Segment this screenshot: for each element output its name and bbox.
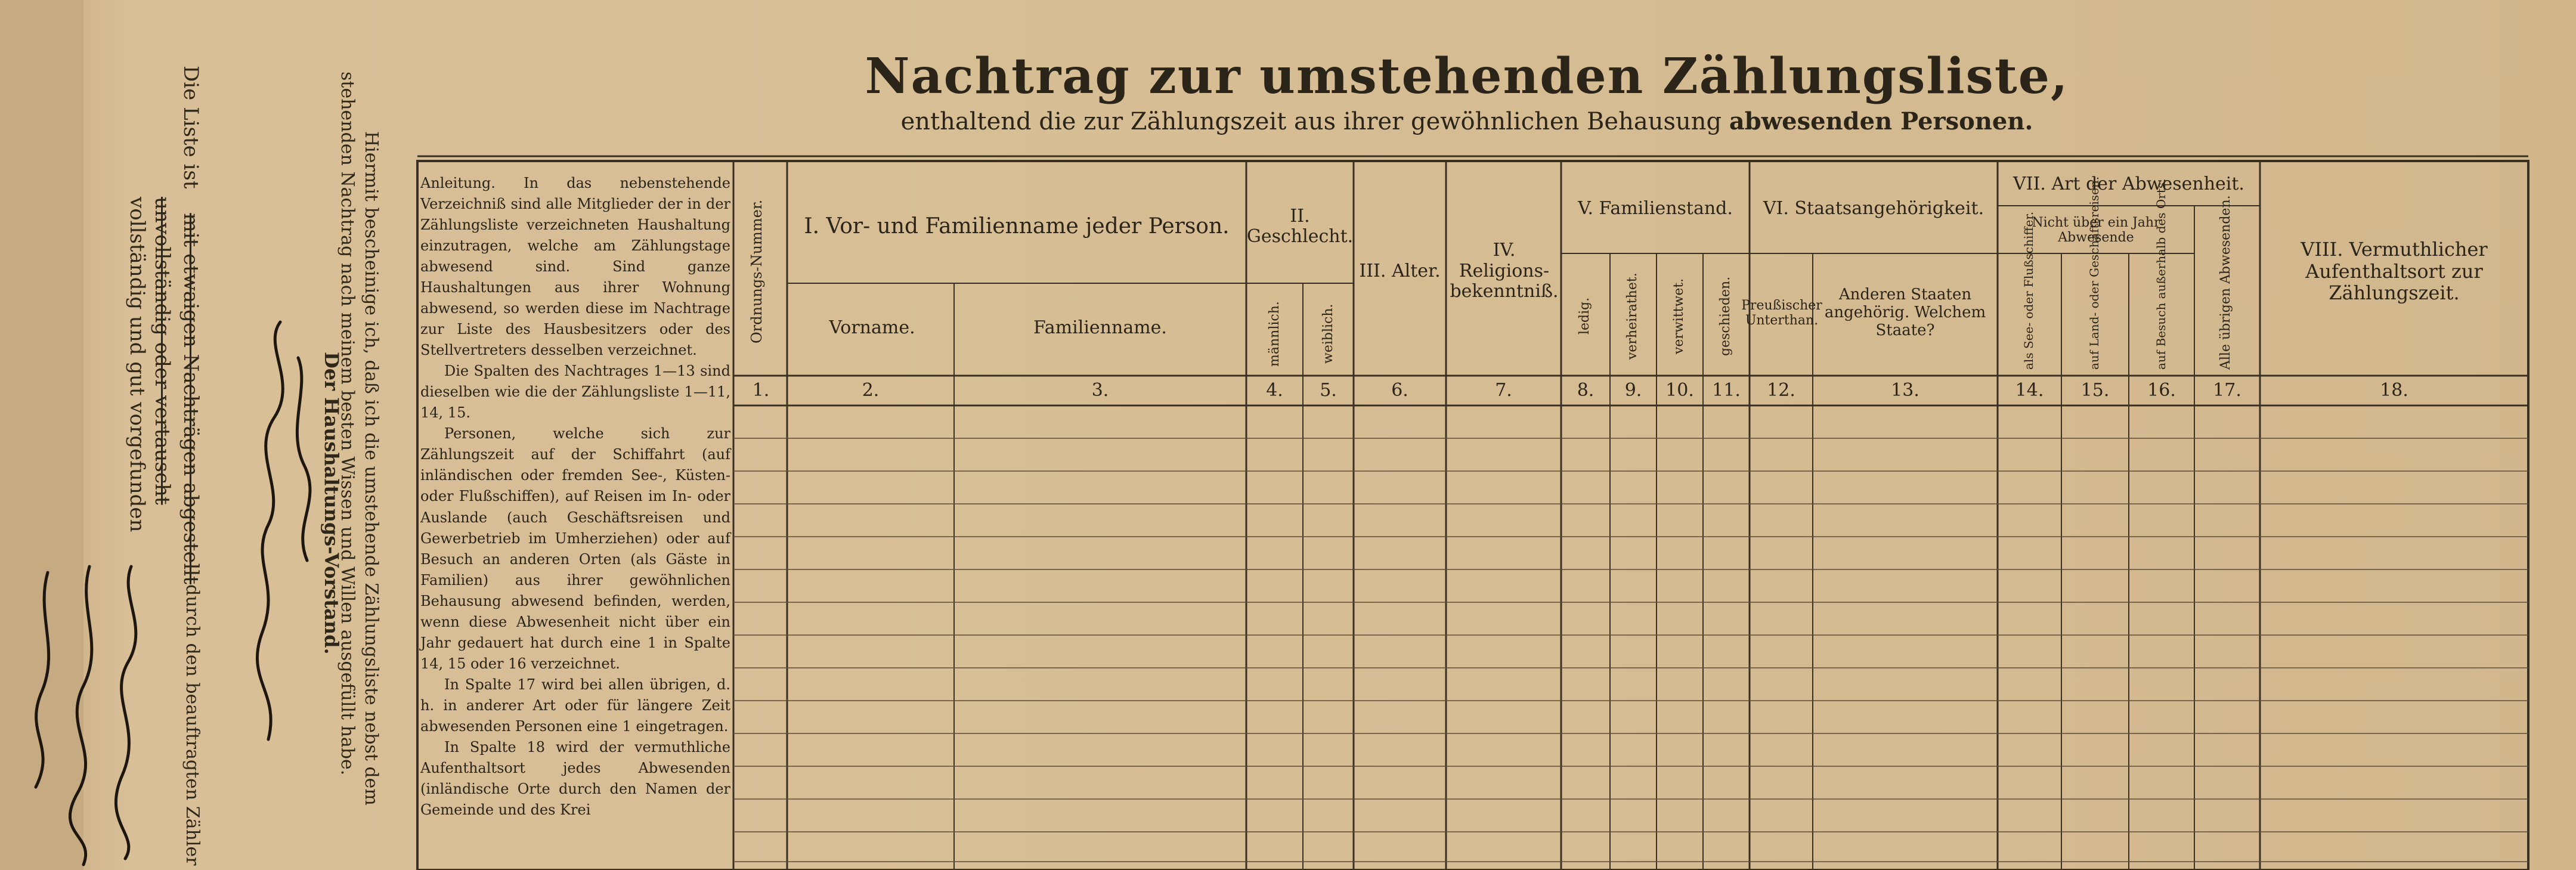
header-land-reisen: auf Land- oder Geschäftsreisen. [2087, 176, 2101, 370]
instruction-para-4: In Spalte 17 wird bei allen übrigen, d. h. in anderer Art oder für längere Zeit abwesenden Personen eine 1 eingetragen. [420, 676, 730, 735]
colnum-2: 2. [862, 380, 880, 401]
header-nicht-ueber-jahr: Nicht über ein Jahr Abwesende [2032, 215, 2160, 245]
instruction-para-2: Die Spalten des Nachtrages 1—13 sind dieselben wie die der Zählungsliste 1—11, 14, 15. [420, 363, 730, 422]
margin-certify-text-2: stehenden Nachtrag nach meinem besten Wissen und Willen ausgefüllt habe. [337, 72, 358, 776]
header-preussisch: Preußischer Unterthan. [1741, 298, 1822, 328]
colnum-11: 11. [1712, 380, 1741, 401]
signature-stroke-5 [36, 572, 49, 787]
header-geschlecht: II. Geschlecht. [1246, 205, 1354, 247]
header-verwittwet: verwittwet. [1671, 278, 1686, 354]
colnum-12: 12. [1767, 380, 1795, 401]
margin-head-label: Der Haushaltungs-Vorstand. [320, 352, 343, 655]
instruction-para-3: Personen, welche sich zur Zählungszeit auf der Schiffahrt (auf inländischen oder fremden See-, Küsten- oder Flußschiffen), auf Reisen im In- oder Auslande (auch Geschäftsreisen und Gewerbetrieb im Umherziehen) oder auf Besuch an anderen Orten (als Gäste in Familien) aus ihrer gewöhnlichen Behausung abwesend befinden, werden, wenn diese Abwesenheit nicht über ein Jahr gedauert hat durch eine 1 in Spalte 14, 15 oder 16 verzeichnet. [420, 425, 730, 672]
header-alter: III. Alter. [1359, 260, 1441, 281]
header-maennlich: männlich. [1267, 301, 1282, 367]
signature-stroke-3 [116, 566, 135, 859]
header-geschieden: geschieden. [1718, 276, 1733, 356]
instructions-block [420, 173, 730, 821]
colnum-16: 16. [2147, 380, 2176, 401]
header-verheirathet: verheirathet. [1625, 273, 1640, 360]
colnum-6: 6. [1391, 380, 1408, 401]
header-andere-staaten: Anderen Staaten angehörig. Welchem Staate? [1824, 286, 1986, 339]
colnum-7: 7. [1495, 380, 1512, 401]
header-religion: IV. Religions-bekenntniß. [1450, 240, 1559, 302]
signature-stroke-1 [257, 322, 283, 739]
colnum-1: 1. [752, 380, 770, 401]
header-ordnungs-nummer: Ordnungs-Nummer. [748, 199, 765, 343]
colnum-3: 3. [1091, 380, 1109, 401]
colnum-17: 17. [2213, 380, 2241, 401]
header-familienstand: V. Familienstand. [1578, 197, 1733, 219]
header-abwesenheit: VII. Art der Abwesenheit. [2013, 173, 2244, 194]
colnum-4: 4. [1266, 380, 1283, 401]
colnum-15: 15. [2080, 380, 2110, 401]
margin-struck-b: unvollständig oder vertauscht [150, 197, 174, 505]
subtitle-text: enthaltend die zur Zählungszeit aus ihrer gewöhnlichen Behausung [900, 108, 1722, 135]
subtitle-emphasis: abwesenden Personen. [1729, 107, 2033, 135]
margin-counter-text: durch den beauftragten Zähler [182, 584, 203, 866]
colnum-14: 14. [2015, 380, 2044, 401]
header-vorname: Vorname. [829, 317, 915, 338]
signature-stroke-4 [70, 566, 91, 865]
colnum-9: 9. [1624, 380, 1642, 401]
header-see-fluss: als See- oder Flußschiffer. [2021, 211, 2036, 370]
colnum-13: 13. [1891, 380, 1919, 401]
colnum-10: 10. [1665, 380, 1694, 401]
form-title: Nachtrag zur umstehenden Zählungsliste, [865, 48, 2069, 105]
header-staatsangehoerigkeit: VI. Staatsangehörigkeit. [1763, 197, 1984, 219]
instruction-para-5: In Spalte 18 wird der vermuthliche Aufenthaltsort jedes Abwesenden (inländische Orte durch den Namen der Gemeinde und des Krei [420, 738, 730, 818]
colnum-18: 18. [2380, 380, 2408, 401]
form-header [417, 48, 2516, 135]
margin-list-label: Die Liste ist [179, 66, 203, 189]
instruction-para-1: Anleitung. In das nebenstehende Verzeichniß sind alle Mitglieder der in der Zählungsliste verzeichneten Haushaltung einzutragen, welche am Zählungstage abwesend sind. Sind ganze Haushaltungen aus ihrer Wohnung abwesend, so werden diese im Nachtrage zur Liste des Hausbesitzers oder des Stellvertreters desselben verzeichnet. [420, 175, 730, 359]
margin-certify-text-1: Hiermit bescheinige ich, daß ich die umstehende Zählungsliste nebst dem [361, 131, 382, 806]
margin-complete-text: vollständig und gut vorgefunden [125, 197, 149, 532]
header-alle-uebrigen: Alle übrigen Abwesenden. [2218, 195, 2233, 370]
signature-stroke-2 [297, 358, 310, 561]
header-familienname: Familienname. [1033, 317, 1167, 338]
form-subtitle [417, 107, 2516, 135]
header-ledig: ledig. [1577, 297, 1592, 335]
margin-struck-a: mit etwaigen Nachträgen abgestellt [179, 213, 203, 584]
colnum-5: 5. [1320, 380, 1337, 401]
header-aufenthaltsort: VIII. Vermuthlicher Aufenthaltsort zur Zählungszeit. [2301, 237, 2488, 305]
header-name: I. Vor- und Familienname jeder Person. [804, 214, 1230, 239]
header-weiblich: weiblich. [1321, 304, 1336, 364]
header-besuch: auf Besuch außerhalb des Orts. [2154, 178, 2168, 370]
colnum-8: 8. [1577, 380, 1594, 401]
